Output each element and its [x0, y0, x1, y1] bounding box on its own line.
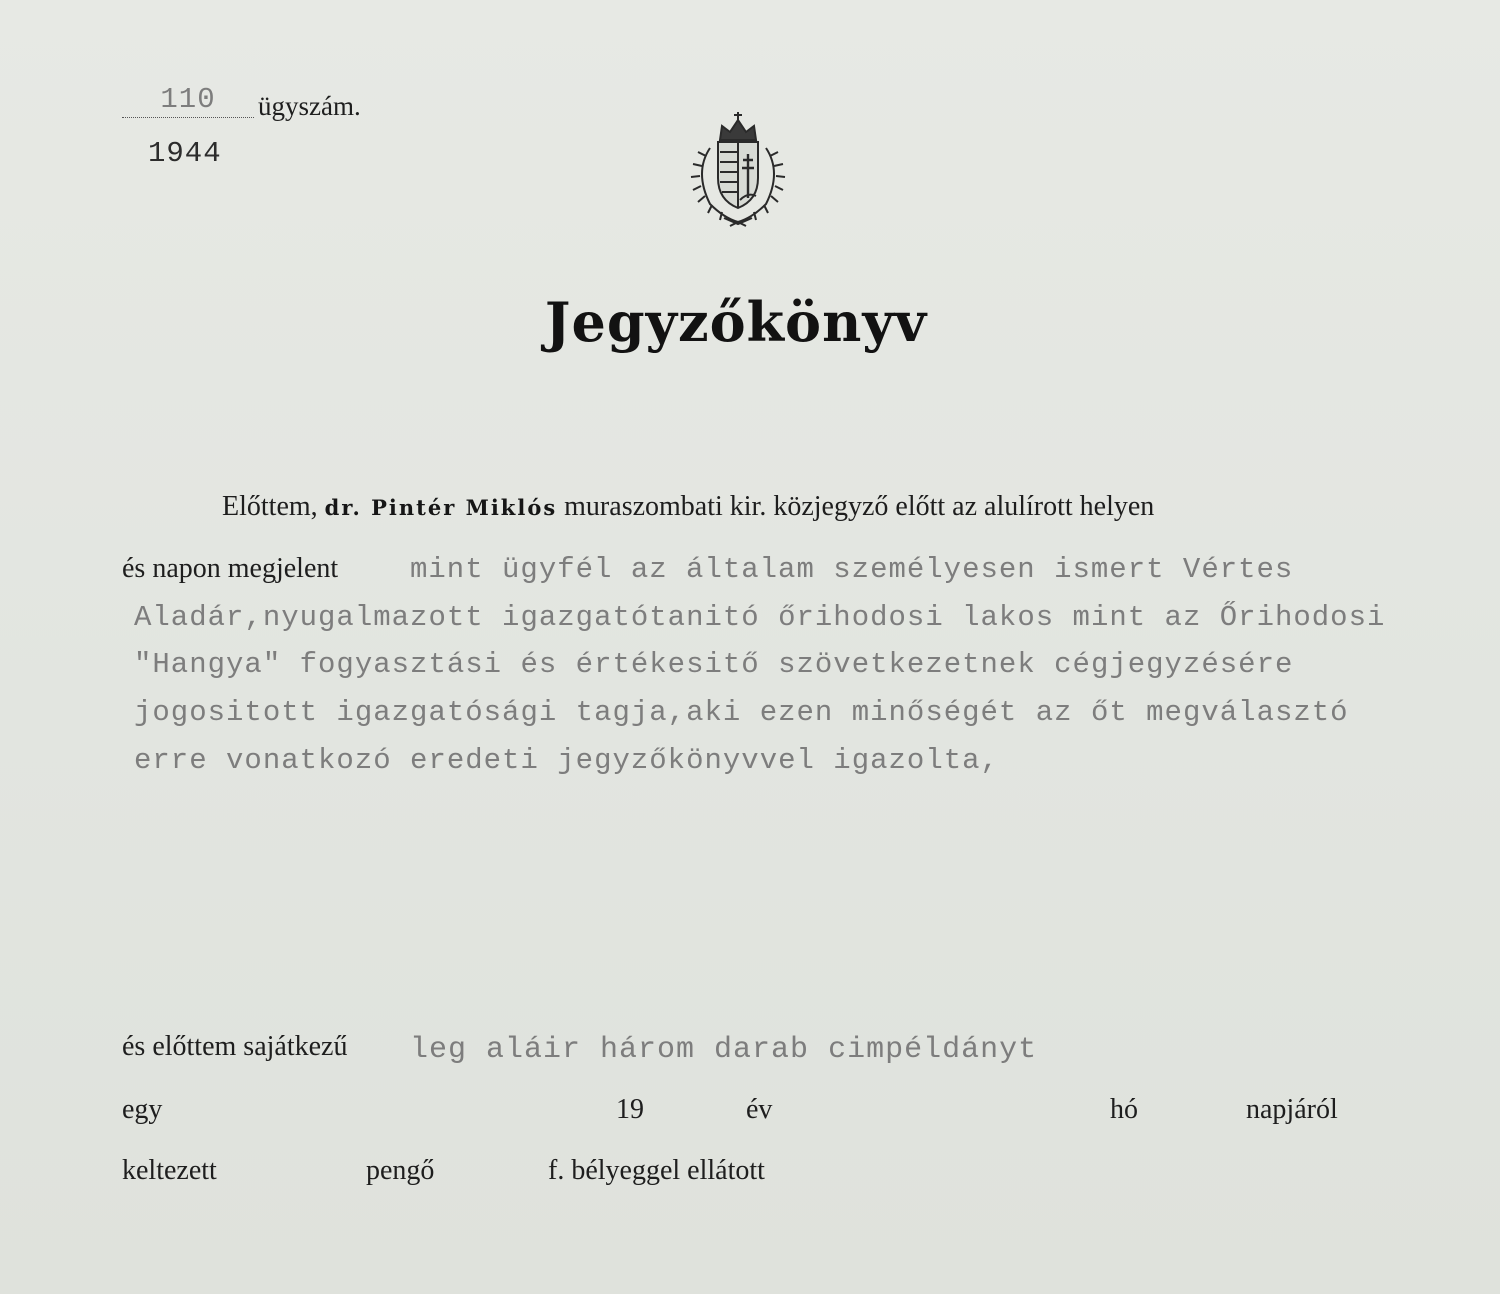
- footer-ev: év: [746, 1094, 773, 1125]
- hungarian-coat-of-arms-icon: [680, 108, 796, 228]
- typed-line-2: Aladár,nyugalmazott igazgatótanitó őrihodosi lakos mint az Őrihodosi: [134, 601, 1386, 634]
- typed-line-4: jogositott igazgatósági tagja,aki ezen minőségét az őt megválasztó: [134, 696, 1349, 729]
- typed-line-5: erre vonatkozó eredeti jegyzőkönyvvel igazolta,: [134, 744, 999, 777]
- typed-line-3: "Hangya" fogyasztási és értékesitő szövetkezetnek cégjegyzésére: [134, 648, 1294, 681]
- notary-name: dr. Pintér Miklós: [324, 495, 558, 520]
- footer-line1-prefix: és előttem sajátkezű: [122, 1031, 348, 1062]
- line1-prefix: Előttem,: [222, 491, 318, 522]
- document-year: 1944: [148, 137, 222, 170]
- line1-suffix: muraszombati kir. közjegyző előtt az alulírott helyen: [564, 491, 1155, 522]
- footer-century: 19: [616, 1094, 644, 1125]
- footer-pengo: pengő: [366, 1155, 435, 1186]
- case-number: 110: [122, 85, 254, 118]
- line2-prefix: és napon megjelent: [122, 553, 339, 584]
- typed-line-1: mint ügyfél az általam személyesen ismert Vértes: [410, 553, 1294, 586]
- footer-ho: hó: [1110, 1094, 1138, 1125]
- document-title: Jegyzőkönyv: [544, 290, 928, 354]
- footer-typed-line: leg aláir három darab cimpéldányt: [410, 1033, 1038, 1067]
- footer-napjarol: napjáról: [1246, 1094, 1338, 1125]
- case-number-label: ügyszám.: [258, 91, 361, 121]
- footer-egy: egy: [122, 1094, 163, 1125]
- footer-keltezett: keltezett: [122, 1155, 217, 1186]
- footer-belyeggel: f. bélyeggel ellátott: [548, 1155, 765, 1186]
- body-line-1: [222, 491, 1154, 523]
